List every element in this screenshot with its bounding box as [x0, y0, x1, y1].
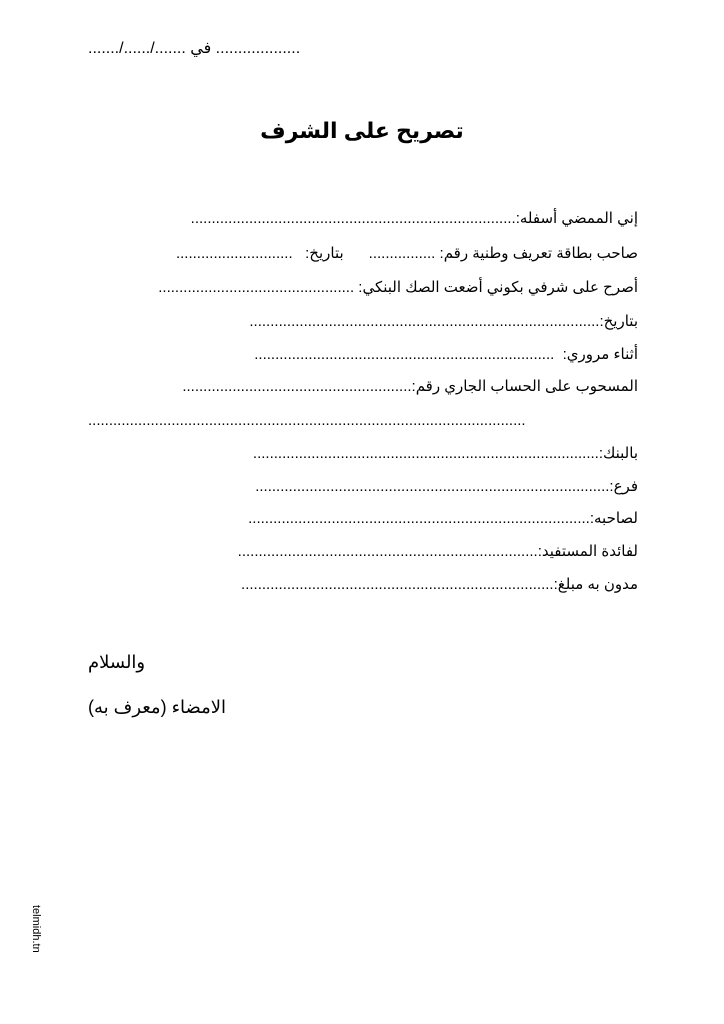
form-row-signatory: إني الممضي أسفله:..............................................................................	[190, 210, 638, 227]
form-row-branch: فرع:.....................................................................................	[255, 478, 638, 495]
form-row-declaration: أصرح على شرفي بكوني أضعت الصك البنكي: ...............................................	[158, 279, 638, 296]
date-place-line: ......./....../....... في ...................	[88, 40, 301, 57]
form-row-passage: أثناء مروري: ........................................................................	[254, 346, 638, 363]
form-row-beneficiary: لفائدة المستفيد:........................................................................	[237, 543, 638, 560]
form-row-blank: .........................................................................................................	[88, 412, 526, 429]
form-row-id-card: صاحب بطاقة تعريف وطنية رقم: ................ بتاريخ: ............................	[175, 245, 638, 262]
document-title: تصريح على الشرف	[260, 118, 464, 143]
form-row-account: المسحوب على الحساب الجاري رقم:.......................................................	[182, 378, 638, 395]
closing-salutation: والسلام	[88, 652, 146, 672]
form-row-bank: بالبنك:...................................................................................	[252, 445, 638, 462]
form-row-owner: لصاحبه:..................................................................................	[248, 510, 638, 527]
watermark: telmidh.tn	[30, 905, 42, 953]
form-row-amount: مدون به مبلغ:...........................................................................	[241, 576, 638, 593]
form-row-date: بتاريخ:....................................................................................	[249, 313, 638, 330]
signature-label: الامضاء (معرف به)	[88, 697, 227, 717]
